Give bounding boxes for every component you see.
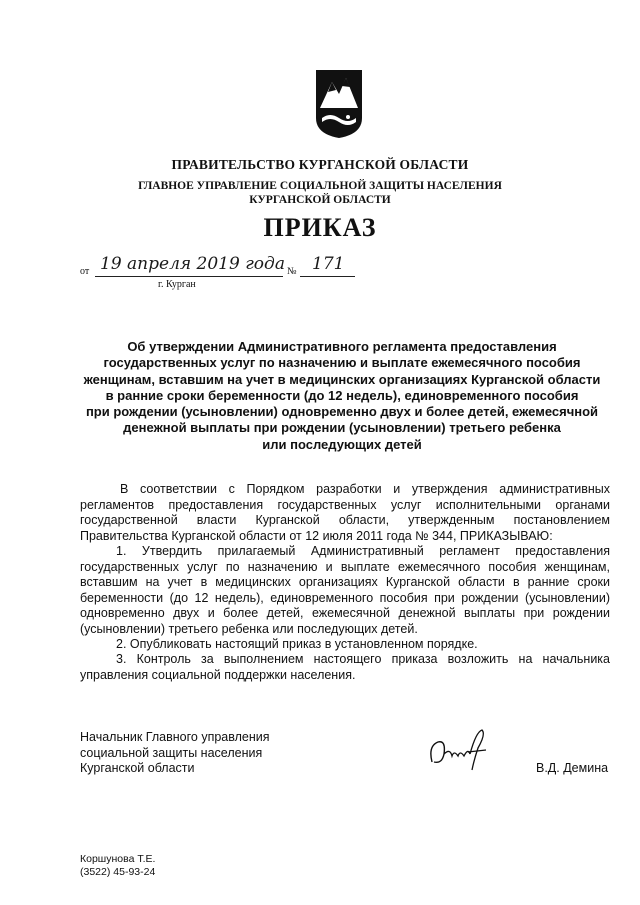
executor-name: Коршунова Т.Е. bbox=[80, 853, 156, 865]
signatory-position bbox=[80, 730, 270, 777]
position-line-2: социальной защиты населения bbox=[80, 745, 263, 760]
department-name bbox=[0, 179, 640, 207]
position-line-1: Начальник Главного управления bbox=[80, 730, 270, 744]
title-line: в ранние сроки беременности (до 12 недель), единовременного пособия bbox=[105, 387, 579, 403]
title-line: женщинам, вставшим на учет в медицинских организациях Курганской области bbox=[83, 371, 601, 387]
date-underline bbox=[95, 276, 283, 277]
number-label: № bbox=[287, 266, 297, 277]
title-line: государственных услуг по назначению и выплате ежемесячного пособия bbox=[103, 355, 581, 371]
handwritten-date: 19 апреля 2019 года bbox=[100, 254, 285, 274]
position-line-3: Курганской области bbox=[80, 761, 195, 775]
executor-phone: (3522) 45-93-24 bbox=[80, 866, 156, 878]
document-title bbox=[80, 339, 604, 453]
executor-info bbox=[80, 853, 155, 879]
document-type: ПРИКАЗ bbox=[263, 213, 377, 242]
department-line-2: КУРГАНСКОЙ ОБЛАСТИ bbox=[249, 194, 391, 206]
signatory-name: В.Д. Демина bbox=[536, 761, 609, 775]
handwritten-signature bbox=[424, 726, 494, 774]
title-line: или последующих детей bbox=[262, 436, 422, 452]
title-line: Об утверждении Административного регламента предоставления bbox=[127, 339, 557, 354]
coat-of-arms-icon bbox=[314, 68, 364, 140]
number-underline bbox=[300, 276, 355, 277]
from-label: от bbox=[80, 266, 90, 277]
order-item-1: 1. Утвердить прилагаемый Административный регламент предоставления государственных услуг по назначению и выплате ежемесячного пособия женщинам, вставшим на учет в медицинских организациях Курганской области в ранние сроки беременности (до 12 недель), единовременного пособия при рождении (усыновлении) одновременно двух и более детей, ежемесячной денежной выплаты при рождении (усыновлении) третьего ребенка или последующих детей. bbox=[80, 544, 610, 636]
preamble-paragraph: В соответствии с Порядком разработки и утверждения административных регламентов предоставления государственных услуг исполнительными органами государственной власти Курганской области, утвержденным постановлением Правительства Курганской области от 12 июля 2011 года № 344, ПРИКАЗЫВАЮ: bbox=[80, 482, 610, 543]
city: г. Курган bbox=[158, 279, 196, 290]
order-item-3: 3. Контроль за выполнением настоящего приказа возложить на начальника управления социальной поддержки населения. bbox=[80, 652, 610, 682]
government-name: ПРАВИТЕЛЬСТВО КУРГАНСКОЙ ОБЛАСТИ bbox=[171, 157, 469, 172]
handwritten-number: 171 bbox=[312, 254, 345, 274]
title-line: при рождении (усыновлении) одновременно двух и более детей, ежемесячной bbox=[85, 404, 599, 420]
department-line-1: ГЛАВНОЕ УПРАВЛЕНИЕ СОЦИАЛЬНОЙ ЗАЩИТЫ НАСЕЛЕНИЯ bbox=[138, 180, 502, 192]
order-item-2: 2. Опубликовать настоящий приказ в установленном порядке. bbox=[116, 637, 478, 651]
title-line: денежной выплаты при рождении (усыновлении) третьего ребенка bbox=[123, 420, 561, 436]
